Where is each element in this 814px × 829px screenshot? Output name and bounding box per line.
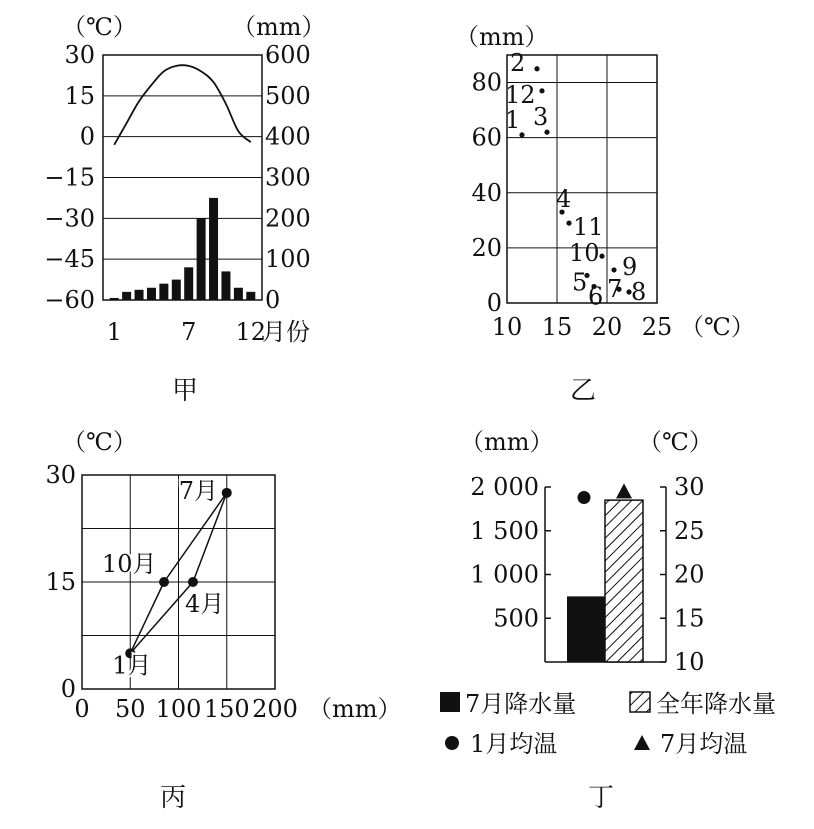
jia-left-tick: −45 <box>44 245 95 274</box>
jia-left-tick: 15 <box>64 81 95 110</box>
jia-right-tick: 500 <box>265 81 311 110</box>
ding-left-tick: 1 500 <box>470 516 539 545</box>
yi-point-label: 11 <box>573 213 604 242</box>
bing-point-label: 7月 <box>178 476 219 505</box>
bing-y-unit: （℃） <box>62 428 137 456</box>
chart-yi <box>455 23 755 406</box>
bing-x-ticks <box>74 695 298 723</box>
jia-bar <box>159 284 168 300</box>
ding-jan-temp-dot <box>578 491 591 504</box>
yi-point-label: 8 <box>631 277 647 306</box>
ding-left-tick: 2 000 <box>470 473 539 501</box>
ding-left-tick: 1 000 <box>470 560 539 589</box>
jia-bar <box>147 288 156 300</box>
jia-bar <box>172 280 181 300</box>
ding-left-unit: （mm） <box>460 428 554 456</box>
jia-grid <box>103 55 262 300</box>
yi-point-label: 12 <box>505 80 536 109</box>
ding-july-temp-triangle <box>616 483 632 498</box>
jia-right-tick: 0 <box>265 286 281 314</box>
bing-x-unit: （mm） <box>308 695 402 723</box>
ding-right-ticks <box>674 473 705 676</box>
jia-bar <box>221 271 230 300</box>
jia-right-unit: （mm） <box>232 13 326 41</box>
bing-y-tick: 15 <box>45 568 76 596</box>
ding-right-tick: 10 <box>674 648 705 676</box>
jia-x-tick: 12 <box>235 318 267 346</box>
bing-segment <box>130 582 193 653</box>
ding-legend <box>440 690 776 758</box>
ding-right-tick: 20 <box>674 560 705 589</box>
yi-point-label: 5 <box>572 268 588 297</box>
yi-y-ticks <box>471 69 502 317</box>
bing-point <box>159 577 169 587</box>
jia-left-tick: −15 <box>44 163 95 192</box>
jia-left-tick: 30 <box>64 41 95 69</box>
chart-ding <box>440 428 776 813</box>
jia-left-unit: （℃） <box>62 13 137 41</box>
ding-marks <box>567 483 643 662</box>
jia-bar <box>110 298 119 300</box>
bing-x-tick: 0 <box>74 695 90 723</box>
yi-x-tick: 15 <box>541 313 573 341</box>
jia-right-ticks <box>265 41 311 314</box>
ding-right-tick: 15 <box>674 604 705 633</box>
jia-x-tick: 7 <box>181 318 197 346</box>
ding-annual-precip-bar <box>605 500 643 662</box>
ding-july-precip-bar <box>567 596 605 662</box>
chart-jia <box>44 13 325 406</box>
bing-x-tick: 200 <box>252 695 298 723</box>
bing-point-label: 4月 <box>184 590 225 618</box>
jia-right-tick: 100 <box>265 245 311 274</box>
legend-swatch-annual-precip <box>630 692 650 712</box>
jia-right-tick: 600 <box>265 41 311 69</box>
ding-right-unit: （℃） <box>638 428 713 456</box>
legend-july-temp: 7月均温 <box>660 730 748 758</box>
jia-bar <box>184 267 193 300</box>
yi-point-label: 7 <box>607 275 623 304</box>
jia-left-tick: 0 <box>79 122 95 151</box>
yi-x-unit: （℃） <box>680 313 755 341</box>
jia-right-tick: 400 <box>265 122 311 151</box>
yi-point-label: 10 <box>569 239 600 268</box>
bing-points <box>102 477 232 679</box>
yi-y-tick: 0 <box>486 289 502 317</box>
bing-segment <box>193 493 227 582</box>
legend-annual-precip: 全年降水量 <box>656 690 776 718</box>
yi-point-label: 6 <box>588 282 604 311</box>
legend-triangle-icon <box>634 735 650 750</box>
yi-x-tick: 20 <box>591 313 623 341</box>
jia-bar <box>197 218 206 300</box>
yi-point-label: 9 <box>622 252 638 281</box>
jia-bar <box>234 288 243 300</box>
ding-left-tick: 500 <box>493 604 539 633</box>
yi-y-tick: 60 <box>471 123 502 152</box>
chart-bing <box>45 428 401 813</box>
yi-y-tick: 40 <box>471 178 502 207</box>
legend-july-precip: 7月降水量 <box>465 690 577 718</box>
jia-left-tick: −30 <box>44 204 95 233</box>
bing-y-tick: 0 <box>60 675 76 703</box>
jia-x-unit: 月份 <box>262 318 310 346</box>
jia-temperature-curve <box>114 65 251 145</box>
yi-point <box>539 88 544 93</box>
jia-right-tick: 300 <box>265 163 311 192</box>
caption-ding: 丁 <box>588 783 615 813</box>
bing-point <box>188 577 198 587</box>
jia-bar <box>246 292 255 300</box>
bing-segment <box>130 582 164 653</box>
yi-x-tick: 10 <box>491 313 523 341</box>
bing-segment <box>164 493 227 582</box>
bing-point-label: 10月 <box>102 550 157 578</box>
bing-y-ticks <box>45 461 76 703</box>
bing-point <box>222 488 232 498</box>
yi-point-label: 1 <box>505 105 521 134</box>
yi-y-unit: （mm） <box>455 23 549 51</box>
jia-bar <box>209 198 218 300</box>
yi-points <box>505 49 646 311</box>
yi-point <box>534 66 539 71</box>
bing-point-label: 1月 <box>112 651 152 680</box>
bing-grid <box>82 475 275 689</box>
jia-bar <box>122 292 131 300</box>
yi-point-label: 4 <box>556 185 572 214</box>
caption-yi: 乙 <box>570 376 597 406</box>
bing-x-tick: 50 <box>114 695 146 723</box>
yi-point <box>611 267 616 272</box>
jia-bar <box>135 290 144 300</box>
jia-x-ticks <box>107 318 266 346</box>
yi-point-label: 2 <box>510 48 526 77</box>
jia-left-ticks <box>44 41 95 314</box>
bing-y-tick: 30 <box>45 461 76 489</box>
yi-point <box>566 220 571 225</box>
yi-y-tick: 20 <box>471 233 502 262</box>
ding-right-tick: 30 <box>674 473 705 501</box>
caption-bing: 丙 <box>160 783 187 813</box>
ding-left-ticks <box>470 473 539 632</box>
legend-jan-temp: 1月均温 <box>470 730 558 758</box>
legend-dot-icon <box>445 736 459 750</box>
jia-x-tick: 1 <box>106 318 122 346</box>
yi-point-label: 3 <box>533 103 549 132</box>
bing-x-tick: 100 <box>155 695 202 723</box>
jia-left-tick: −60 <box>44 286 95 314</box>
yi-point <box>599 254 604 259</box>
jia-right-tick: 200 <box>265 204 311 233</box>
legend-swatch-july-precip <box>440 692 460 712</box>
yi-x-tick: 25 <box>641 313 673 341</box>
ding-right-tick: 25 <box>674 516 705 545</box>
bing-x-tick: 150 <box>203 695 250 723</box>
jia-bars <box>110 198 256 300</box>
yi-y-tick: 80 <box>471 68 502 97</box>
yi-x-ticks <box>492 313 673 341</box>
caption-jia: 甲 <box>172 376 199 406</box>
